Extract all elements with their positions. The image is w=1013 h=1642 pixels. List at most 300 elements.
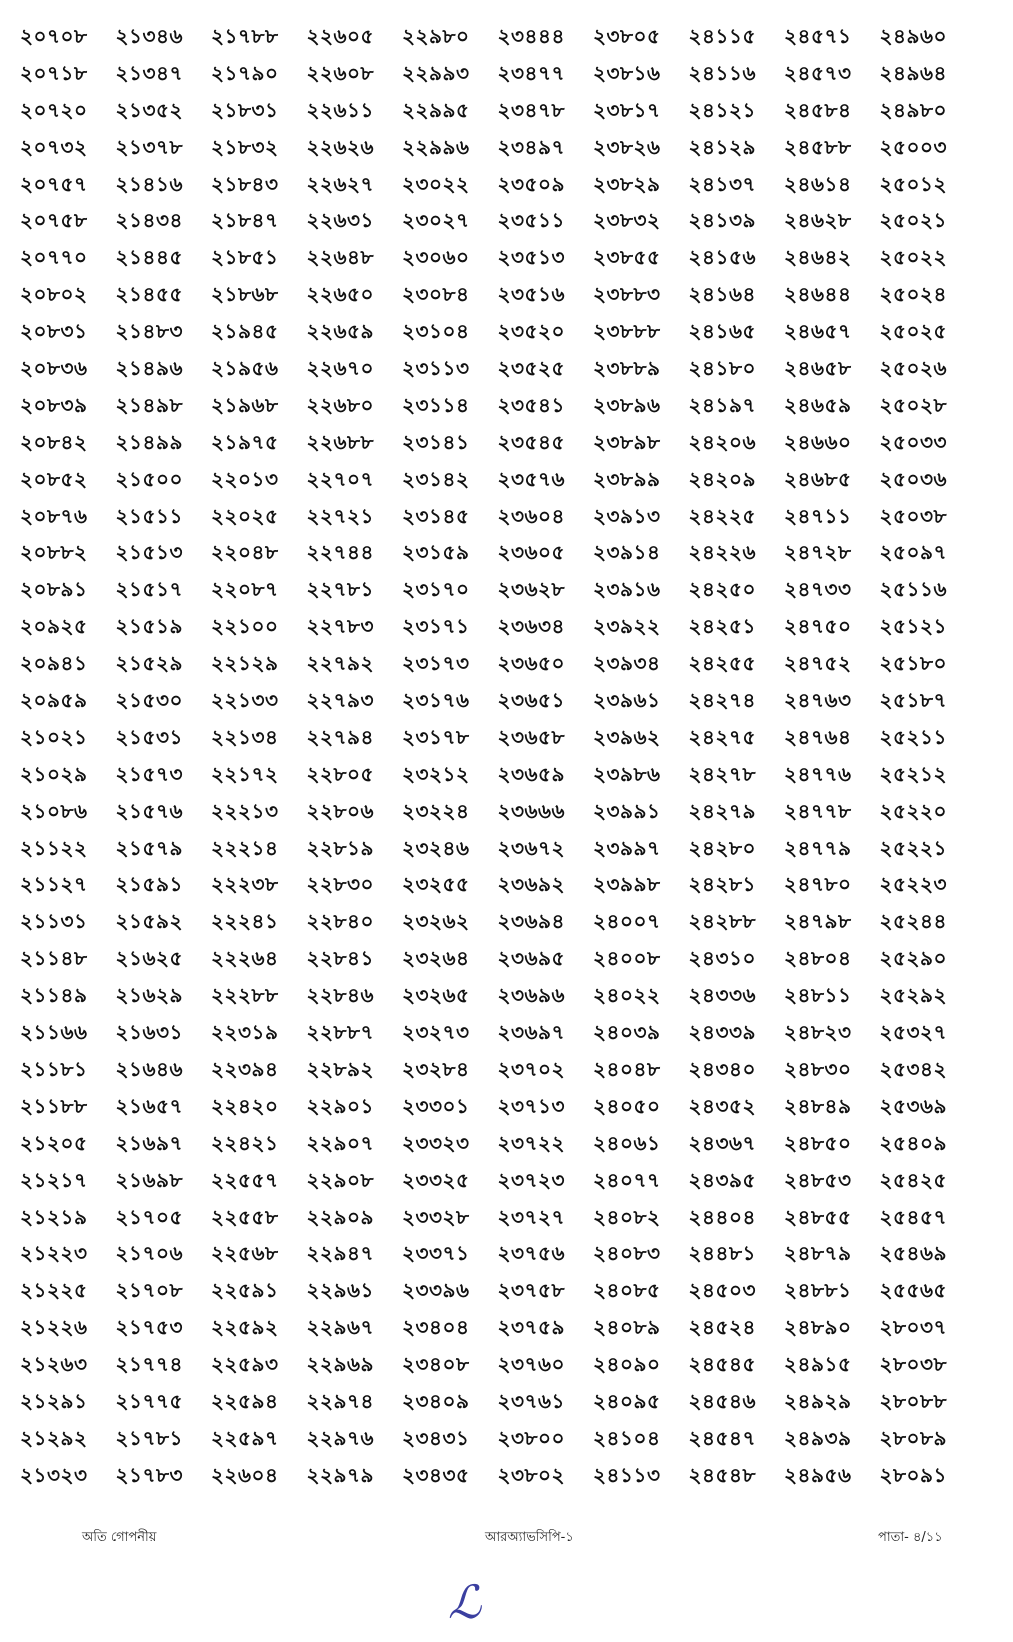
roll-number-cell: ২৩৫১৬ (497, 282, 565, 307)
roll-number-cell: ২৪৮৫০ (784, 1130, 852, 1155)
roll-number-cell: ২৩৯৩৪ (593, 651, 661, 676)
roll-number-cell: ২৫২৪৪ (879, 909, 947, 934)
roll-number-cell: ২১৪৯৬ (115, 356, 183, 381)
roll-number-cell: ২৪৭৭৬ (784, 761, 852, 786)
roll-number-cell: ২৩৩৯৬ (402, 1278, 470, 1303)
roll-number-cell: ২১০২৯ (20, 761, 88, 786)
roll-number-cell: ২৩২১২ (402, 761, 470, 786)
roll-number-cell: ২২২৩৮ (211, 872, 279, 897)
roll-number-cell: ২৪১৮০ (688, 356, 756, 381)
roll-number-cell: ২৪৬২৮ (784, 208, 852, 233)
roll-number-cell: ২৪০০৮ (593, 946, 661, 971)
roll-number-cell: ২১৪৯৯ (115, 429, 183, 454)
roll-number-cell: ২৩৩৭১ (402, 1241, 470, 1266)
roll-number-cell: ২০৭৭০ (20, 245, 88, 270)
roll-number-cell: ২৩২৪৬ (402, 835, 470, 860)
roll-number-cell: ২১৭৮১ (115, 1425, 183, 1450)
roll-number-cell: ২৩৮১৭ (593, 97, 661, 122)
roll-number-cell: ২৪২৭৫ (688, 724, 756, 749)
roll-number-cell: ২১৪১৬ (115, 171, 183, 196)
roll-number-cell: ২২২৮৮ (211, 983, 279, 1008)
roll-number-cell: ২৩৭৬০ (497, 1352, 566, 1377)
roll-number-cell: ২৪৮৩০ (784, 1056, 852, 1081)
roll-number-cell: ২১৫৭৬ (115, 798, 183, 823)
roll-number-cell: ২৩০২৭ (402, 208, 470, 233)
roll-number-cell: ২১১২২ (20, 835, 88, 860)
roll-number-cell: ২১০২১ (20, 724, 88, 749)
roll-number-cell: ২৩৭২৩ (497, 1167, 566, 1192)
roll-number-cell: ২৩৯২২ (593, 614, 661, 639)
roll-number-cell: ২২৯৮০ (402, 24, 470, 48)
roll-number-cell: ২৪১৯৭ (688, 392, 756, 417)
roll-number-cell: ২৩৫৪৫ (497, 429, 565, 454)
roll-number-cell: ২৩৮৫৫ (593, 245, 661, 270)
roll-number-cell: ২৫০৩৩ (879, 429, 947, 454)
roll-number-cell: ২১৭০৮ (115, 1278, 183, 1303)
roll-number-cell: ২৪২৫০ (688, 577, 756, 602)
roll-number-cell: ২৪১১৬ (688, 60, 756, 85)
roll-number-cell: ২৫২১১ (879, 724, 947, 749)
roll-number-cell: ২১৭৭৫ (115, 1388, 183, 1413)
roll-number-cell: ২৩৯৬২ (593, 724, 661, 749)
roll-number-cell: ২১৫১৭ (115, 577, 183, 602)
roll-number-cell: ২১৬২৫ (115, 946, 183, 971)
roll-number-cell: ২১১৮১ (20, 1056, 88, 1081)
roll-number-cell: ২৪৬৫৭ (784, 319, 852, 344)
roll-number-cell: ২৪৭৬৩ (784, 688, 852, 713)
roll-number-cell: ২৩৭৬১ (497, 1388, 565, 1413)
roll-number-cell: ২২৫৬৮ (211, 1241, 279, 1266)
roll-number-cell: ২৫৪৬৯ (879, 1241, 947, 1266)
roll-number-cell: ২৫২২১ (879, 835, 947, 860)
roll-number-cell: ২৩৮০৫ (593, 24, 661, 48)
roll-number-cell: ২৪৫৪৭ (688, 1425, 756, 1450)
roll-number-cell: ২৩১৪২ (402, 466, 470, 491)
roll-number-cell: ২০৭৫৭ (20, 171, 88, 196)
roll-number-cell: ২২৮৪৬ (306, 983, 374, 1008)
roll-number-cell: ২১৯৪৫ (211, 319, 279, 344)
roll-number-cell: ২২৬৮৮ (306, 429, 374, 454)
roll-number-cell: ২৩৮০০ (497, 1425, 565, 1450)
roll-number-cell: ২৩২৬২ (402, 909, 470, 934)
roll-number-cell: ২৩৫০৯ (497, 171, 565, 196)
roll-number-cell: ২৪০৬১ (593, 1130, 661, 1155)
roll-number-cell: ২৫২২০ (879, 798, 947, 823)
roll-number-cell: ২৩৩২৩ (402, 1130, 470, 1155)
roll-number-cell: ২০৭১৮ (20, 60, 88, 85)
roll-number-cell: ২৫৪০৯ (879, 1130, 947, 1155)
roll-number-cell: ২৩৩২৫ (402, 1167, 470, 1192)
roll-number-cell: ২৩৬৯৫ (497, 946, 565, 971)
roll-number-cell: ২৪৬৫৮ (784, 356, 852, 381)
roll-number-cell: ২৪৫৭১ (784, 24, 852, 48)
roll-number-cell: ২৪২৭৮ (688, 761, 756, 786)
roll-number-cell: ২২৯০৮ (306, 1167, 374, 1192)
roll-number-cell: ২৪৪৮১ (688, 1241, 756, 1266)
roll-number-cell: ২৪৭৫২ (784, 651, 852, 676)
roll-number-cell: ২২৭০৭ (306, 466, 375, 491)
roll-number-cell: ২৪০৭৭ (593, 1167, 661, 1192)
roll-number-cell: ২২৯৪৭ (306, 1241, 374, 1266)
roll-number-cell: ২৪১১৩ (593, 1462, 661, 1487)
roll-number-cell: ২৩৬০৪ (497, 503, 565, 528)
roll-number-cell: ২২৪২১ (211, 1130, 279, 1155)
roll-number-cell: ২৪১১৫ (688, 24, 756, 48)
roll-number-cell: ২২৮৪০ (306, 909, 374, 934)
roll-number-cell: ২২৯৭৯ (306, 1462, 374, 1487)
roll-number-cell: ২১৪৯৮ (115, 392, 183, 417)
roll-number-cell: ২৫৩৬৯ (879, 1093, 947, 1118)
roll-number-cell: ২৪০২২ (593, 983, 661, 1008)
roll-number-cell: ২৫০২১ (879, 208, 947, 233)
roll-number-cell: ২৩০৮৪ (402, 282, 470, 307)
roll-number-cell: ২৩৫১৩ (497, 245, 565, 270)
roll-number-cell: ২৪০৯৫ (593, 1388, 661, 1413)
roll-number-cell: ২১১৪৮ (20, 946, 88, 971)
roll-number-cell: ২১২২৬ (20, 1315, 88, 1340)
roll-number-cell: ২১২২৩ (20, 1241, 88, 1266)
roll-number-cell: ২৪৩৯৫ (688, 1167, 756, 1192)
roll-number-cell: ২০৮০২ (20, 282, 88, 307)
roll-number-cell: ২২৭২১ (306, 503, 374, 528)
roll-number-cell: ২৫০৩৬ (879, 466, 947, 491)
roll-number-cell: ২৪০৩৯ (593, 1020, 661, 1045)
footer-document-code: আরঅ্যাভসিপি-১ (485, 1530, 574, 1545)
roll-number-cell: ২৪৭৯৮ (784, 909, 852, 934)
roll-number-cell: ২৪২৮৮ (688, 909, 756, 934)
roll-number-cell: ২০৮৯১ (20, 577, 88, 602)
roll-number-cell: ২৪২০৯ (688, 466, 756, 491)
roll-number-cell: ২৩৮২৬ (593, 134, 661, 159)
roll-number-cell: ২৩৮৯৮ (593, 429, 661, 454)
roll-number-cell: ২৪৮৭৯ (784, 1241, 852, 1266)
roll-number-cell: ২৫২৯০ (879, 946, 947, 971)
roll-number-cell: ২৩৪৩১ (402, 1425, 470, 1450)
roll-number-cell: ২২৮১৯ (306, 835, 374, 860)
roll-number-cell: ২১৮৬৮ (211, 282, 279, 307)
roll-number-cell: ২৪৯৬৪ (879, 60, 947, 85)
roll-number-cell: ২২৯০৭ (306, 1130, 374, 1155)
roll-number-cell: ২১৬৫৭ (115, 1093, 183, 1118)
roll-number-cell: ২৪৩৫২ (688, 1093, 756, 1118)
roll-number-cell: ২৩৭২২ (497, 1130, 566, 1155)
roll-number-cell: ২১৪৫৫ (115, 282, 183, 307)
roll-number-cell: ২৩১৭৩ (402, 651, 470, 676)
roll-number-cell: ২৩৭৫৮ (497, 1278, 565, 1303)
roll-number-cell: ২৩২৮৪ (402, 1056, 470, 1081)
roll-number-cell: ২৪৭২৮ (784, 540, 852, 565)
roll-number-cell: ২৩৫৭৬ (497, 466, 565, 491)
roll-number-cell: ২৪৯৫৬ (784, 1462, 852, 1487)
roll-number-cell: ২৩২৭৩ (402, 1020, 470, 1045)
roll-number-cell: ২৩৪০৯ (402, 1388, 470, 1413)
roll-number-cell: ২৪২৭৯ (688, 798, 756, 823)
roll-number-cell: ২৪১০৪ (593, 1425, 661, 1450)
roll-number-cell: ২১৯৬৮ (211, 392, 279, 417)
roll-number-cell: ২১০৮৬ (20, 798, 88, 823)
roll-number-cell: ২৩১০৪ (402, 319, 470, 344)
roll-number-cell: ২১৮৩১ (211, 97, 279, 122)
roll-number-cell: ২৩৭০২ (497, 1056, 566, 1081)
roll-number-cell: ২২৮৯২ (306, 1056, 374, 1081)
roll-number-cell: ২৪১৬৫ (688, 319, 756, 344)
roll-number-cell: ২৫০২৬ (879, 356, 947, 381)
roll-number-cell: ২১৭০৫ (115, 1204, 183, 1229)
roll-number-cell: ২৩৬৫১ (497, 688, 565, 713)
roll-number-cell: ২৪৭৭৯ (784, 835, 852, 860)
roll-number-cell: ২৩৬৯৬ (497, 983, 565, 1008)
roll-number-cell: ২১৭৫৩ (115, 1315, 183, 1340)
roll-number-cell: ২৩২২৪ (402, 798, 470, 823)
roll-number-cell: ২৩৫২০ (497, 319, 565, 344)
roll-number-cell: ২৪১৬৪ (688, 282, 756, 307)
roll-number-cell: ২৩১৪৫ (402, 503, 470, 528)
roll-number-cell: ২৩৯৮৬ (593, 761, 661, 786)
roll-number-cell: ২৩৪৭৮ (497, 97, 565, 122)
roll-number-cell: ২২৮৪১ (306, 946, 374, 971)
roll-number-cell: ২১৩২৩ (20, 1462, 88, 1487)
roll-number-cell: ২২৬৭০ (306, 356, 375, 381)
footer-page-number: পাতা- ৪/১১ (878, 1530, 943, 1545)
roll-number-cell: ২২৯৬১ (306, 1278, 374, 1303)
roll-number-cell: ২২৭৯২ (306, 651, 374, 676)
roll-number-cell: ২০৮৩১ (20, 319, 88, 344)
roll-number-cell: ২২৯৯৩ (402, 60, 470, 85)
roll-number-cell: ২১৫৯২ (115, 909, 183, 934)
roll-number-cell: ২৫৩৪২ (879, 1056, 947, 1081)
roll-number-cell: ২০৯৪১ (20, 651, 88, 676)
roll-number-cell: ২১৫১১ (115, 503, 183, 528)
roll-number-cell: ২২০৮৭ (211, 577, 279, 602)
roll-number-cell: ২২৯০১ (306, 1093, 374, 1118)
roll-number-cell: ২৩৬৫৮ (497, 724, 565, 749)
footer-confidential-label: অতি গোপনীয় (82, 1530, 157, 1545)
roll-number-cell: ২৫২১২ (879, 761, 947, 786)
roll-number-cell: ২২০১৩ (211, 466, 279, 491)
roll-number-cell: ২২২৪১ (211, 909, 279, 934)
roll-number-cell: ২১৬৯৭ (115, 1130, 183, 1155)
roll-number-cell: ২৩৮৮৮ (593, 319, 661, 344)
roll-number-cell: ২২৮০৬ (306, 798, 374, 823)
roll-number-cell: ২১৬৯৮ (115, 1167, 183, 1192)
roll-number-cell: ২৩১৭৬ (402, 688, 470, 713)
roll-number-cell: ২৫৫৬৫ (879, 1278, 947, 1303)
roll-number-cell: ২২৬০৮ (306, 60, 374, 85)
roll-number-cell: ২১৫০০ (115, 466, 183, 491)
roll-number-cell: ২২৬২৬ (306, 134, 375, 159)
roll-number-cell: ২৫০৩৮ (879, 503, 947, 528)
roll-number-cell: ২৪৭১১ (784, 503, 852, 528)
roll-number-cell: ২২৬২৭ (306, 171, 375, 196)
roll-number-cell: ২৪১২৯ (688, 134, 756, 159)
roll-number-cell: ২৪০৪৮ (593, 1056, 661, 1081)
roll-number-cell: ২৩৪৯৭ (497, 134, 565, 159)
roll-number-cell: ২৩৪০৪ (402, 1315, 470, 1340)
roll-number-cell: ২১৫৯১ (115, 872, 183, 897)
roll-number-cell: ২৩১৭০ (402, 577, 470, 602)
roll-number-cell: ২১৪৪৫ (115, 245, 183, 270)
roll-number-cell: ২১২৯১ (20, 1388, 88, 1413)
roll-number-cell: ২৫০২৪ (879, 282, 947, 307)
roll-number-cell: ২২৫৯১ (211, 1278, 279, 1303)
roll-number-cell: ২৪৭৮০ (784, 872, 852, 897)
roll-number-cell: ২৪০৮৯ (593, 1315, 661, 1340)
roll-number-cell: ২৩৯১৬ (593, 577, 661, 602)
roll-number-cell: ২৫৪৫৭ (879, 1204, 947, 1229)
roll-number-cell: ২৩৪৪৪ (497, 24, 565, 48)
roll-number-cell: ২২০২৫ (211, 503, 279, 528)
roll-number-cell: ২৪২৮১ (688, 872, 756, 897)
roll-number-cell: ২২৯৯৫ (402, 97, 470, 122)
roll-number-cell: ২১৫৭৩ (115, 761, 183, 786)
roll-number-cell: ২৪৫৪৫ (688, 1352, 756, 1377)
roll-number-cell: ২২২১৪ (211, 835, 279, 860)
roll-number-cell: ২১৭০৬ (115, 1241, 183, 1266)
roll-number-cell: ২২১২৯ (211, 651, 279, 676)
roll-number-cell: ২১৫১৯ (115, 614, 183, 639)
roll-number-cell: ২২৯৭৪ (306, 1388, 374, 1413)
roll-number-cell: ২১৭৮৩ (115, 1462, 183, 1487)
roll-number-cell: ২১২১৭ (20, 1167, 88, 1192)
roll-number-cell: ২১১৮৮ (20, 1093, 88, 1118)
roll-number-cell: ২৫১৮০ (879, 651, 947, 676)
roll-number-cell: ২৪৮৮১ (784, 1278, 852, 1303)
roll-number-cell: ২২৬৩১ (306, 208, 374, 233)
roll-number-cell: ২৩১৭৮ (402, 724, 470, 749)
roll-number-cell: ২৪৬৮৫ (784, 466, 852, 491)
roll-number-cell: ২৩৮৩২ (593, 208, 661, 233)
roll-number-cell: ২৮০৩৮ (879, 1352, 947, 1377)
roll-number-cell: ২২৫৯৪ (211, 1388, 279, 1413)
roll-number-cell: ২৩৬৯৭ (497, 1020, 565, 1045)
roll-number-cell: ২১৯৫৬ (211, 356, 279, 381)
roll-number-cell: ২৪৭৭৮ (784, 798, 852, 823)
roll-number-cell: ২১২৯২ (20, 1425, 88, 1450)
roll-number-cell: ২৩৪৩৫ (402, 1462, 470, 1487)
roll-number-cell: ২০৭০৮ (20, 24, 88, 48)
roll-number-cell: ২১৩৪৭ (115, 60, 183, 85)
roll-number-cell: ২৪০৮২ (593, 1204, 661, 1229)
roll-number-cell: ২৫০১২ (879, 171, 947, 196)
roll-number-cell: ২২২৬৪ (211, 946, 279, 971)
roll-number-cell: ২৪২২৬ (688, 540, 756, 565)
roll-number-cell: ২৩৬২৮ (497, 577, 565, 602)
roll-number-cell: ২৪৮৫৫ (784, 1204, 852, 1229)
roll-number-cell: ২৫১৮৭ (879, 688, 947, 713)
roll-number-cell: ২৩২৫৫ (402, 872, 470, 897)
roll-number-cell: ২২৫৯৭ (211, 1425, 279, 1450)
roll-number-cell: ২১৮৪৭ (211, 208, 279, 233)
roll-number-cell: ২০৭৩২ (20, 134, 88, 159)
roll-number-cell: ২৫২৯২ (879, 983, 947, 1008)
handwritten-signature: ℒ (448, 1575, 482, 1629)
roll-number-cell: ২১৫৭৯ (115, 835, 183, 860)
roll-number-cell: ২২০৪৮ (211, 540, 279, 565)
roll-number-cell: ২২৭৮৩ (306, 614, 374, 639)
roll-number-cell: ২৪৮৪৯ (784, 1093, 852, 1118)
roll-number-cell: ২২২১৩ (211, 798, 279, 823)
roll-number-cell: ২১৭৯০ (211, 60, 279, 85)
roll-number-cell: ২৪২৭৪ (688, 688, 756, 713)
roll-number-cell: ২৩১৫৯ (402, 540, 470, 565)
roll-number-cell: ২২১৭২ (211, 761, 279, 786)
roll-number-cell: ২৪৮২৩ (784, 1020, 852, 1045)
roll-number-cell: ২১৫১৩ (115, 540, 183, 565)
roll-number-cell: ২৩১৭১ (402, 614, 470, 639)
roll-number-cell: ২১৬৪৬ (115, 1056, 183, 1081)
roll-number-cell: ২৪৩৩৯ (688, 1020, 756, 1045)
roll-number-cell: ২২৫৯২ (211, 1315, 279, 1340)
roll-number-cell: ২৫৩২৭ (879, 1020, 947, 1045)
roll-number-cell: ২৪৩৪০ (688, 1056, 756, 1081)
roll-number-cell: ২১২০৫ (20, 1130, 88, 1155)
roll-number-cell: ২২৭৪৪ (306, 540, 374, 565)
roll-number-cell: ২৩৯৬১ (593, 688, 661, 713)
roll-number-cell: ২৪০৮৫ (593, 1278, 661, 1303)
roll-number-cell: ২৪৪০৪ (688, 1204, 756, 1229)
roll-number-cell: ২০৮৭৬ (20, 503, 88, 528)
roll-number-cell: ২০৮৫২ (20, 466, 88, 491)
roll-number-cell: ২৪৩৬৭ (688, 1130, 756, 1155)
roll-number-cell: ২৪৬১৪ (784, 171, 852, 196)
roll-number-cell: ২৪৯৩৯ (784, 1425, 852, 1450)
roll-number-cell: ২৩৯১৪ (593, 540, 661, 565)
roll-number-cell: ২১৫৩০ (115, 688, 183, 713)
roll-number-cell: ২৩৯৯১ (593, 798, 661, 823)
roll-number-cell: ২৮০৮৮ (879, 1388, 947, 1413)
roll-number-cell: ২০৮৩৯ (20, 392, 88, 417)
roll-number-cell: ২১১৬৬ (20, 1020, 88, 1045)
roll-number-cell: ২১১৩১ (20, 909, 88, 934)
roll-number-cell: ২৩২৬৫ (402, 983, 470, 1008)
roll-number-cell: ২৪৭৩৩ (784, 577, 852, 602)
roll-number-cell: ২২৫৫৮ (211, 1204, 279, 1229)
roll-number-cell: ২৪৫৮৮ (784, 134, 852, 159)
roll-number-cell: ২০৭২০ (20, 97, 88, 122)
roll-number-cell: ২৩৮২৯ (593, 171, 661, 196)
roll-number-cell: ২১৮৪৩ (211, 171, 279, 196)
roll-number-cell: ২০৭৫৮ (20, 208, 88, 233)
roll-number-cell: ২৪২৫৫ (688, 651, 756, 676)
roll-number-cell: ২১৩৭৮ (115, 134, 183, 159)
roll-number-cell: ২৪৯১৫ (784, 1352, 852, 1377)
roll-number-cell: ২৩৬০৫ (497, 540, 565, 565)
roll-number-cell: ২৩৭২৭ (497, 1204, 566, 1229)
roll-number-cell: ২৪৮০৪ (784, 946, 852, 971)
roll-number-cell: ২৪৭৫০ (784, 614, 852, 639)
roll-number-cell: ২১৩৪৬ (115, 24, 183, 48)
roll-number-cell: ২৩৮৯৬ (593, 392, 661, 417)
roll-number-cell: ২৪২৫১ (688, 614, 756, 639)
roll-number-cell: ২৩২৬৪ (402, 946, 470, 971)
roll-number-cell: ২৪৫৭৩ (784, 60, 852, 85)
roll-number-cell: ২৩৫৪১ (497, 392, 565, 417)
roll-number-cell: ২২৮০৫ (306, 761, 374, 786)
roll-number-cell: ২২৯৭৬ (306, 1425, 374, 1450)
roll-number-cell: ২৪৫৮৪ (784, 97, 852, 122)
roll-number-cell: ২৪৩৩৬ (688, 983, 756, 1008)
roll-number-cell: ২৩৬৭২ (497, 835, 566, 860)
roll-number-cell: ২১২৬৩ (20, 1352, 88, 1377)
roll-number-cell: ২১৯৭৫ (211, 429, 279, 454)
roll-number-cell: ২৩০৬০ (402, 245, 470, 270)
roll-number-cell: ২৩৭৫৯ (497, 1315, 565, 1340)
roll-number-cell: ২২৪২০ (211, 1093, 279, 1118)
roll-number-cell: ২৩৬৫০ (497, 651, 565, 676)
roll-number-cell: ২৪৬৫৯ (784, 392, 852, 417)
roll-number-cell: ২১১২৭ (20, 872, 88, 897)
roll-number-cell: ২২৯৬৭ (306, 1315, 374, 1340)
